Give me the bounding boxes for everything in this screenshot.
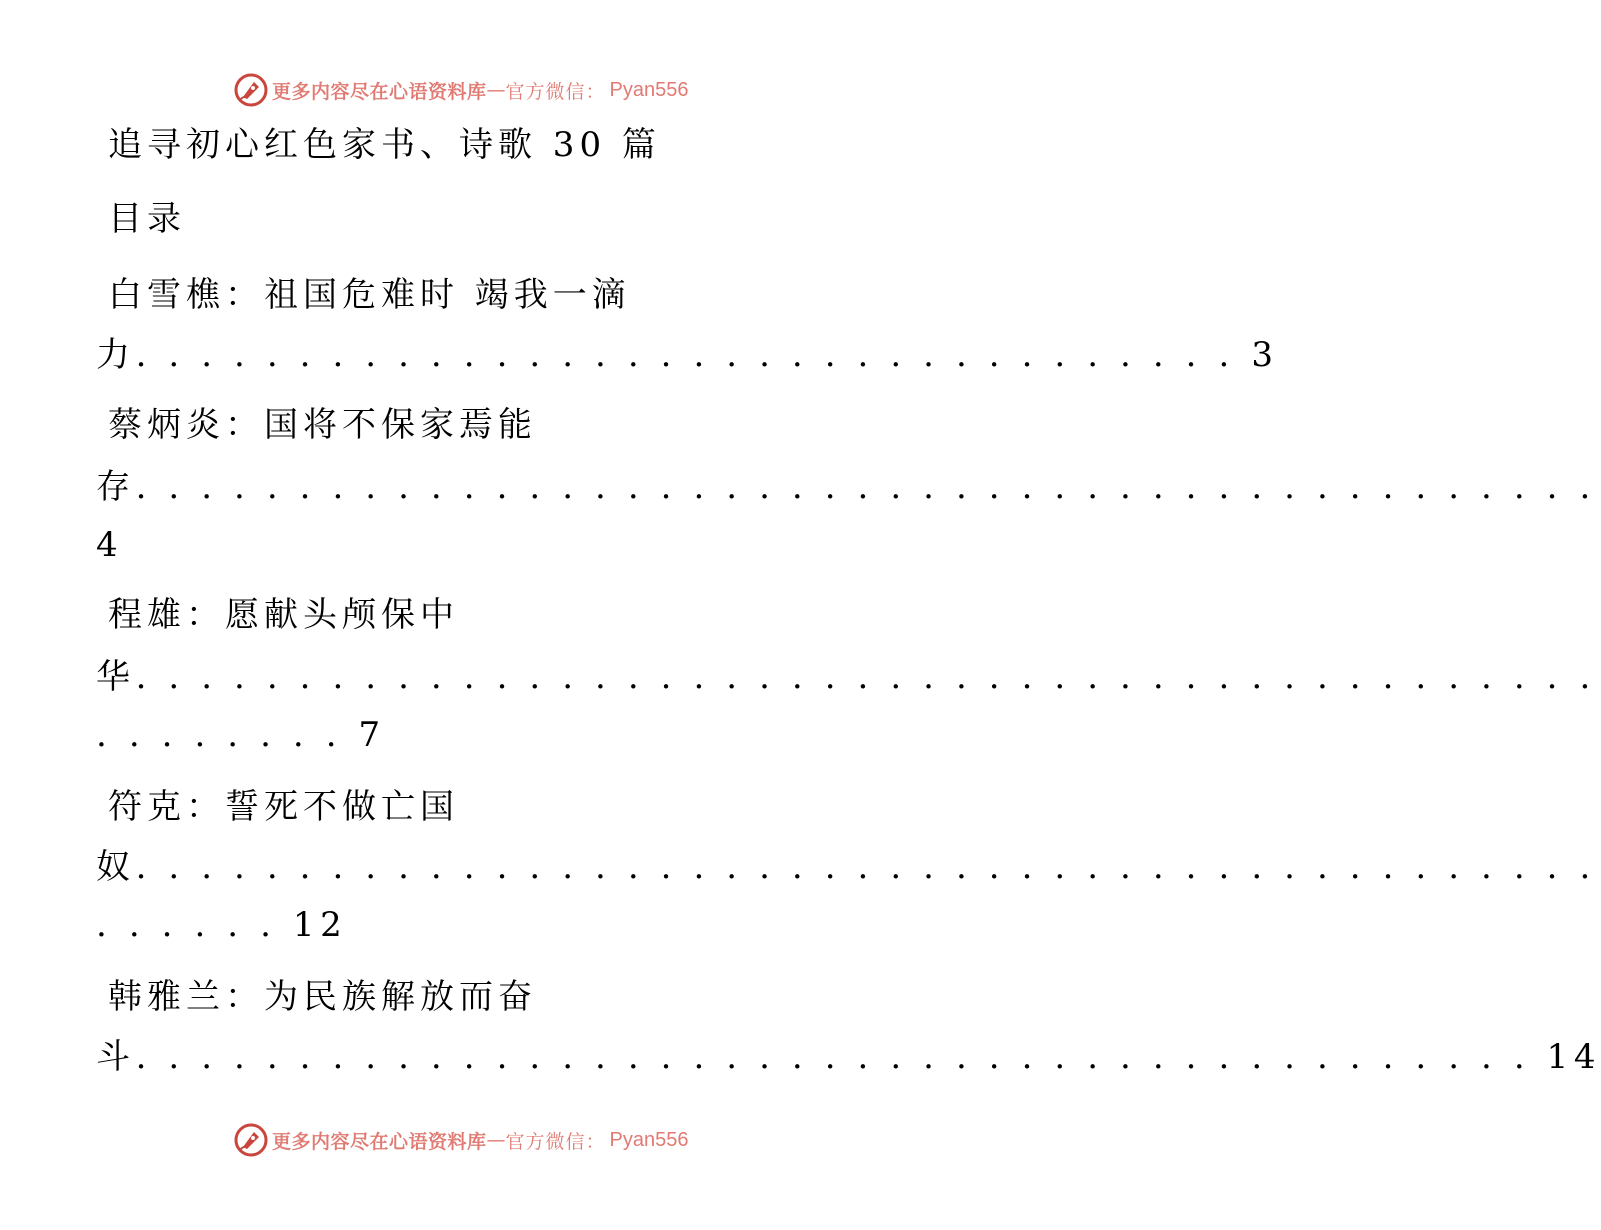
watermark-site-text: 更多内容尽在心语资料库 <box>272 80 487 103</box>
toc-entry-leader[interactable]: 华. . . . . . . . . . . . . . . . . . . . . . . . . . . . . . . . . . . . . . . . . . . . . <box>96 657 1596 697</box>
watermark-wechat-label: 官方微信： <box>505 80 606 103</box>
toc-entry-title[interactable]: 蔡炳炎：国将不保家焉能 <box>108 405 537 445</box>
watermark-wechat-id: Pyan556 <box>609 1128 689 1151</box>
watermark-wechat-label: 官方微信： <box>505 1130 606 1153</box>
toc-entry-page-number[interactable]: 4 <box>96 525 120 565</box>
toc-entry-title[interactable]: 符克：誓死不做亡国 <box>108 787 459 827</box>
toc-entry-title[interactable]: 程雄：愿献头颅保中 <box>108 595 459 635</box>
pen-nib-logo-icon <box>234 1123 268 1157</box>
watermark-separator: — <box>486 79 506 101</box>
watermark-separator: — <box>486 1129 506 1151</box>
toc-entry-page-number[interactable]: . . . . . . 12 <box>96 905 348 945</box>
watermark-banner-bottom <box>234 1122 734 1158</box>
toc-entry-page-number[interactable]: . . . . . . . . 7 <box>96 715 386 755</box>
pen-nib-logo-icon <box>234 73 268 107</box>
toc-entry-title[interactable]: 白雪樵：祖国危难时 竭我一滴 <box>108 275 631 315</box>
watermark-banner-top <box>234 72 734 108</box>
toc-entry-title[interactable]: 韩雅兰：为民族解放而奋 <box>108 977 537 1017</box>
watermark-site-text: 更多内容尽在心语资料库 <box>272 1130 487 1153</box>
document-title: 追寻初心红色家书、诗歌 30 篇 <box>108 125 661 165</box>
toc-entry-leader[interactable]: 力. . . . . . . . . . . . . . . . . . . . . . . . . . . . . . . . . . 3 <box>96 335 1279 375</box>
toc-heading: 目录 <box>108 199 186 239</box>
toc-entry-leader[interactable]: 斗. . . . . . . . . . . . . . . . . . . . . . . . . . . . . . . . . . . . . . . . . . . 14 <box>96 1037 1601 1077</box>
watermark-wechat-id: Pyan556 <box>609 78 689 101</box>
toc-entry-leader[interactable]: 存. . . . . . . . . . . . . . . . . . . . . . . . . . . . . . . . . . . . . . . . . . . . . <box>96 467 1596 507</box>
toc-entry-leader[interactable]: 奴. . . . . . . . . . . . . . . . . . . . . . . . . . . . . . . . . . . . . . . . . . . . . <box>96 847 1596 887</box>
